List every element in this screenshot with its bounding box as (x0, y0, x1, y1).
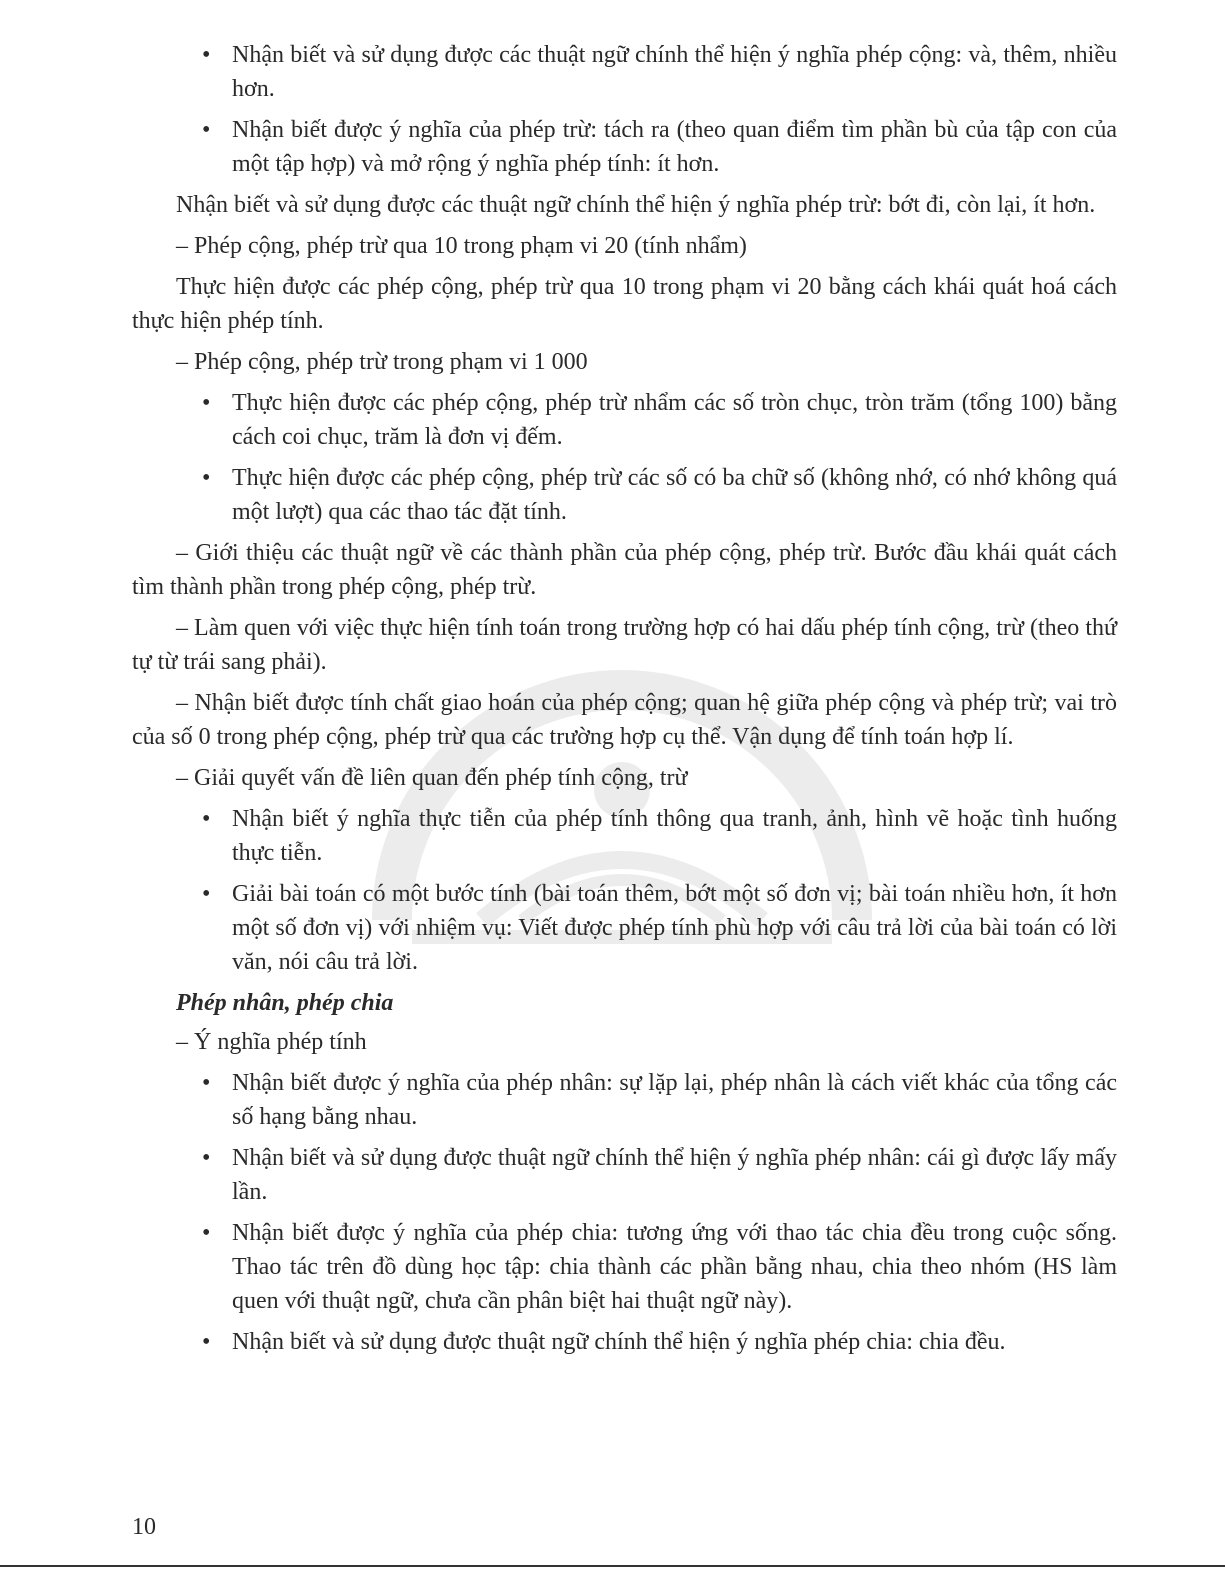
bullet-item: • Nhận biết và sử dụng được thuật ngữ chính thể hiện ý nghĩa phép nhân: cái gì được lấy mấy lần. (132, 1141, 1117, 1209)
bullet-dot: • (202, 117, 211, 143)
dash-item: – Giới thiệu các thuật ngữ về các thành phần của phép cộng, phép trừ. Bước đầu khái quát cách tìm thành phần trong phép cộng, phép trừ. (132, 540, 1117, 600)
dash-item: – Phép cộng, phép trừ qua 10 trong phạm vi 20 (tính nhẩm) (176, 233, 747, 259)
dash-item: – Giải quyết vấn đề liên quan đến phép tính cộng, trừ (176, 765, 688, 791)
bullet-dot: • (202, 806, 211, 832)
bullet-item: • Giải bài toán có một bước tính (bài toán thêm, bớt một số đơn vị; bài toán nhiều hơn, ít hơn một số đơn vị) với nhiệm vụ: Viết được phép tính phù hợp với câu trả lời của bài toán có lời văn, nói câu trả lời. (132, 877, 1117, 979)
dash-item: – Làm quen với việc thực hiện tính toán trong trường hợp có hai dấu phép tính cộng, trừ (theo thứ tự từ trái sang phải). (132, 615, 1117, 675)
bullet-dot: • (202, 1070, 211, 1096)
dash-item: – Phép cộng, phép trừ trong phạm vi 1 000 (176, 349, 588, 375)
bullet-item: • Thực hiện được các phép cộng, phép trừ nhẩm các số tròn chục, tròn trăm (tổng 100) bằng cách coi chục, trăm là đơn vị đếm. (132, 386, 1117, 454)
paragraph: Thực hiện được các phép cộng, phép trừ qua 10 trong phạm vi 20 bằng cách khái quát hoá cách thực hiện phép tính. (132, 274, 1117, 334)
section-heading: Phép nhân, phép chia (176, 990, 394, 1016)
bullet-item: • Nhận biết được ý nghĩa của phép nhân: sự lặp lại, phép nhân là cách viết khác của tổng các số hạng bằng nhau. (132, 1066, 1117, 1134)
dash-item: – Nhận biết được tính chất giao hoán của phép cộng; quan hệ giữa phép cộng và phép trừ; vai trò của số 0 trong phép cộng, phép trừ qua các trường hợp cụ thể. Vận dụng để tính toán hợp lí. (132, 690, 1117, 750)
bullet-item: • Nhận biết và sử dụng được thuật ngữ chính thể hiện ý nghĩa phép chia: chia đều. (132, 1325, 1117, 1359)
bullet-dot: • (202, 42, 211, 68)
bullet-item: • Nhận biết và sử dụng được các thuật ngữ chính thể hiện ý nghĩa phép cộng: và, thêm, nhiều hơn. (132, 38, 1117, 106)
bullet-item: • Nhận biết ý nghĩa thực tiễn của phép tính thông qua tranh, ảnh, hình vẽ hoặc tình huống thực tiễn. (132, 802, 1117, 870)
bullet-dot: • (202, 465, 211, 491)
bullet-item: • Nhận biết được ý nghĩa của phép trừ: tách ra (theo quan điểm tìm phần bù của tập con của một tập hợp) và mở rộng ý nghĩa phép tính: ít hơn. (132, 113, 1117, 181)
bullet-dot: • (202, 1329, 211, 1355)
bullet-dot: • (202, 881, 211, 907)
page-number: 10 (132, 1514, 156, 1540)
dash-item: – Ý nghĩa phép tính (176, 1029, 367, 1055)
footer-rule (0, 1565, 1225, 1567)
bullet-item: • Nhận biết được ý nghĩa của phép chia: tương ứng với thao tác chia đều trong cuộc sống. Thao tác trên đồ dùng học tập: chia thành các phần bằng nhau, chia theo nhóm (HS làm quen với thuật ngữ, chưa cần phân biệt hai thuật ngữ này). (132, 1216, 1117, 1318)
bullet-dot: • (202, 1145, 211, 1171)
bullet-dot: • (202, 1220, 211, 1246)
bullet-dot: • (202, 390, 211, 416)
document-body (132, 38, 1117, 1366)
paragraph: Nhận biết và sử dụng được các thuật ngữ chính thể hiện ý nghĩa phép trừ: bớt đi, còn lại, ít hơn. (176, 192, 1096, 218)
bullet-item: • Thực hiện được các phép cộng, phép trừ các số có ba chữ số (không nhớ, có nhớ không quá một lượt) qua các thao tác đặt tính. (132, 461, 1117, 529)
